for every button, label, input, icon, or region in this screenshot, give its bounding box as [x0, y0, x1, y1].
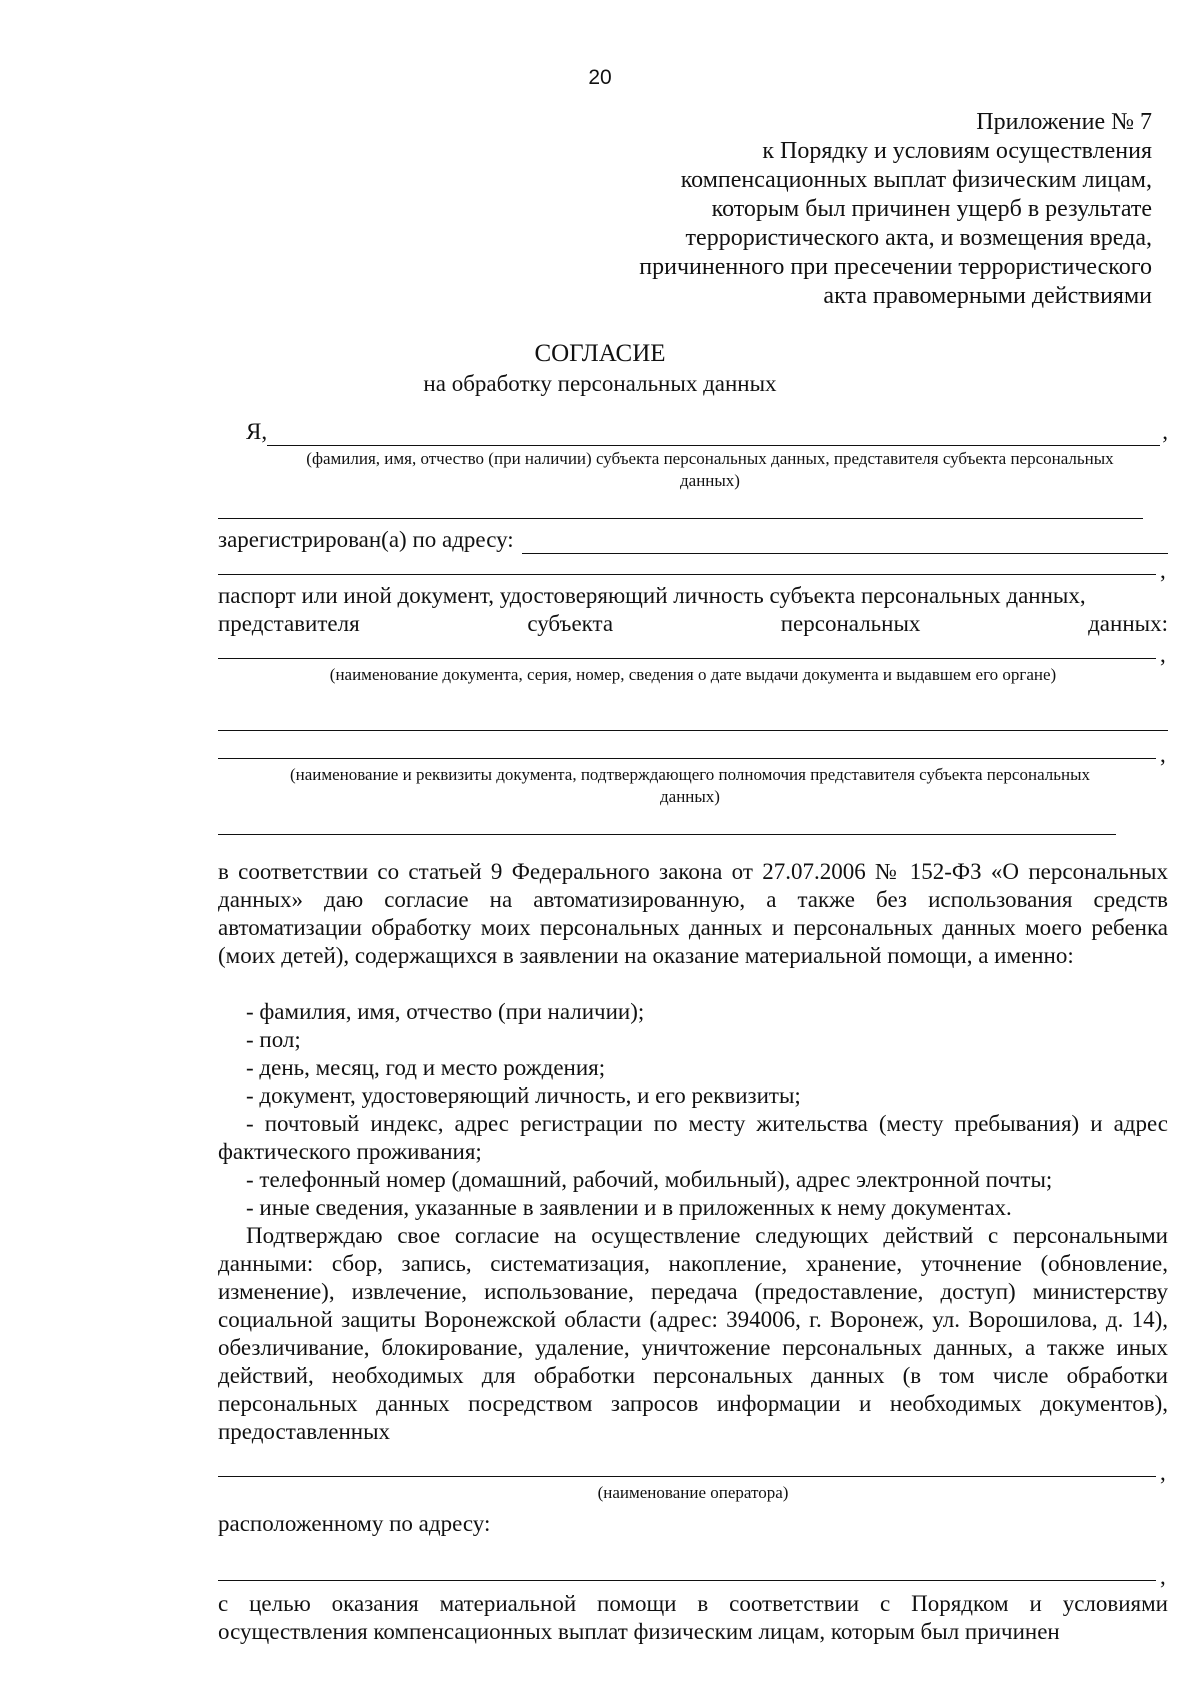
appendix-line: которым был причинен ущерб в результате	[711, 196, 1152, 222]
comma: ,	[1160, 742, 1166, 767]
i-label: Я,	[246, 419, 268, 444]
document-field-2[interactable]	[218, 730, 1168, 731]
comma: ,	[1160, 1460, 1166, 1485]
appendix-line: террористического акта, и возмещения вреда,	[685, 225, 1152, 251]
appendix-line: к Порядку и условиям осуществления	[762, 138, 1152, 164]
list-item: - пол;	[246, 1027, 301, 1052]
representative-word: персональных	[780, 611, 921, 636]
representative-line	[218, 610, 1168, 638]
registered-label: зарегистрирован(а) по адресу:	[218, 527, 514, 552]
fio-field[interactable]	[267, 425, 1160, 446]
authority-field-continuation[interactable]	[218, 834, 1116, 835]
document-field[interactable]	[218, 658, 1156, 659]
located-label: расположенному по адресу:	[218, 1511, 491, 1536]
list-item: - документ, удостоверяющий личность, и его реквизиты;	[246, 1083, 801, 1108]
data-items-list	[218, 998, 1168, 1222]
appendix-line: причиненного при пресечении террористического	[639, 254, 1152, 280]
operator-caption: (наименование оператора)	[597, 1483, 789, 1502]
list-item: - фамилия, имя, отчество (при наличии);	[246, 999, 645, 1024]
fio-caption: (фамилия, имя, отчество (при наличии) субъекта персональных данных, представителя субъекта персональных данных)	[306, 449, 1114, 490]
list-item: - почтовый индекс, адрес регистрации по месту жительства (месту пребывания) и адрес фактического проживания;	[218, 1111, 1168, 1164]
list-item: - иные сведения, указанные в заявлении и в приложенных к нему документах.	[246, 1195, 1012, 1220]
document-subtitle: на обработку персональных данных	[423, 371, 777, 396]
appendix-line: компенсационных выплат физическим лицам,	[680, 167, 1152, 193]
representative-word: данных:	[1088, 611, 1168, 636]
comma: ,	[1160, 558, 1166, 583]
operator-field[interactable]	[218, 1476, 1156, 1477]
comma: ,	[1160, 642, 1166, 667]
address-field-continuation[interactable]	[218, 574, 1156, 575]
actions-paragraph: Подтверждаю свое согласие на осуществление следующих действий с персональными данными: сбор, запись, систематизация, накопление, хранение, уточнение (обновление, изменение), извлечение, использование, передача (предоставление, доступ) министерству социальной защиты Воронежской области (адрес: 394006, г. Воронеж, ул. Ворошилова, д. 14), обезличивание, блокирование, удаление, уничтожение персональных данных, а также иных действий, необходимых для обработки персональных данных (в том числе обработки персональных данных посредством запросов информации и необходимых документов), предоставленных	[218, 1223, 1168, 1444]
list-item: - телефонный номер (домашний, рабочий, мобильный), адрес электронной почты;	[246, 1167, 1053, 1192]
address-field[interactable]	[522, 533, 1168, 554]
comma: ,	[1162, 419, 1168, 444]
registered-row	[218, 526, 1168, 554]
comma: ,	[1160, 1564, 1166, 1589]
document-title: СОГЛАСИЕ	[534, 340, 666, 367]
appendix-line: акта правомерными действиями	[823, 283, 1152, 309]
appendix-line: Приложение № 7	[976, 109, 1152, 135]
list-item: - день, месяц, год и место рождения;	[246, 1055, 606, 1080]
consent-paragraph: в соответствии со статьей 9 Федерального закона от 27.07.2006 № 152-ФЗ «О персональных данных» даю согласие на автоматизированную, а также без использования средств автоматизации обработку моих персональных данных и персональных данных моего ребенка (моих детей), содержащихся в заявлении на оказание материальной помощи, а именно:	[218, 859, 1168, 968]
document-caption: (наименование документа, серия, номер, сведения о дате выдачи документа и выдавшем его органе)	[329, 665, 1057, 684]
operator-address-field[interactable]	[218, 1580, 1156, 1581]
authority-caption: (наименование и реквизиты документа, подтверждающего полномочия представителя субъекта персональных данных)	[289, 765, 1091, 806]
purpose-paragraph: с целью оказания материальной помощи в соответствии с Порядком и условиями осуществления компенсационных выплат физическим лицам, которым был причинен	[218, 1591, 1168, 1644]
representative-word: представителя	[218, 611, 360, 636]
page-number: 20	[588, 66, 612, 89]
fio-field-continuation[interactable]	[218, 518, 1143, 519]
fio-row	[246, 418, 1168, 446]
representative-word: субъекта	[527, 611, 614, 636]
appendix-header	[532, 108, 1152, 311]
passport-line: паспорт или иной документ, удостоверяющий личность субъекта персональных данных,	[218, 583, 1086, 608]
authority-field[interactable]	[218, 758, 1156, 759]
